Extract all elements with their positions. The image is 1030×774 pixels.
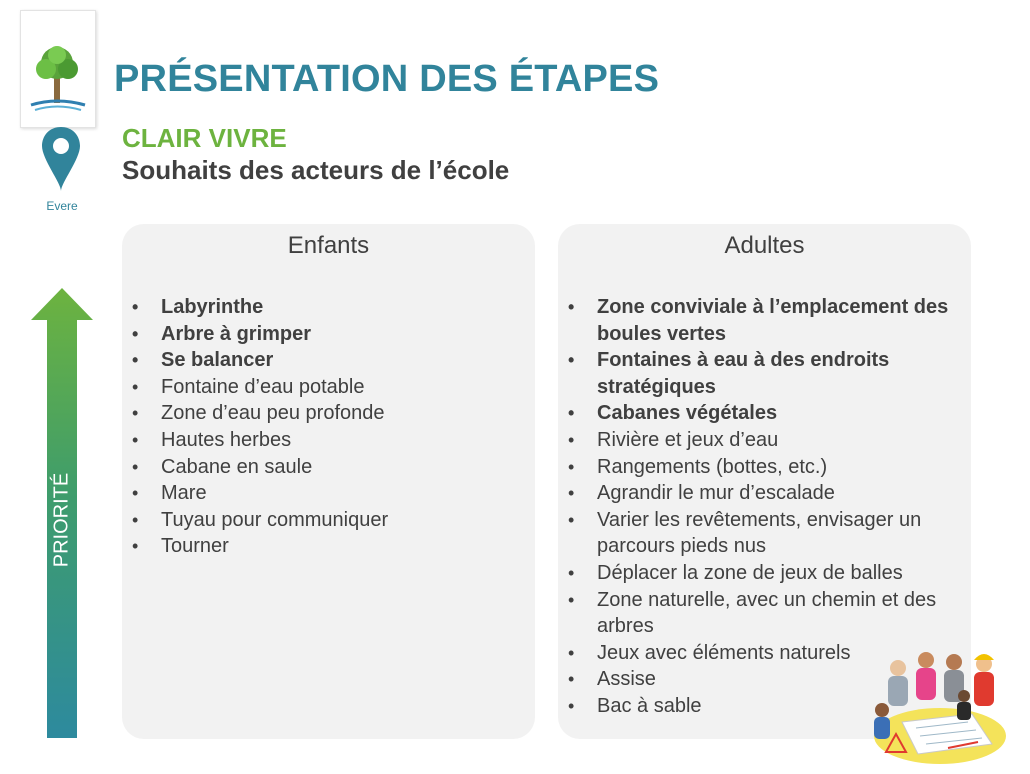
- list-item: • Jeux avec éléments naturels: [568, 640, 961, 667]
- list-item: • Fontaines à eau à des endroits stratégiques: [568, 347, 961, 400]
- list-item: • Tourner: [132, 533, 525, 560]
- list-item: • Zone d’eau peu profonde: [132, 400, 525, 427]
- list-item: • Cabanes végétales: [568, 400, 961, 427]
- list-item: • Rangements (bottes, etc.): [568, 454, 961, 481]
- list-item: • Hautes herbes: [132, 427, 525, 454]
- priority-label: PRIORITÉ: [50, 472, 73, 568]
- map-pin-icon: [40, 125, 82, 193]
- tree-logo-icon: [27, 41, 89, 117]
- list-item: • Bac à sable: [568, 693, 961, 720]
- list-item: • Assise: [568, 666, 961, 693]
- list-item: • Déplacer la zone de jeux de balles: [568, 560, 961, 587]
- panel-title-adults: Adultes: [724, 232, 805, 259]
- page-title: PRÉSENTATION DES ÉTAPES: [114, 58, 660, 100]
- list-item: • Labyrinthe: [132, 294, 525, 321]
- list-item: • Fontaine d’eau potable: [132, 374, 525, 401]
- children-wish-list: [122, 294, 535, 560]
- list-item: • Varier les revêtements, envisager un parcours pieds nus: [568, 507, 961, 560]
- children-panel: [122, 224, 535, 739]
- location-label: Evere: [46, 199, 78, 213]
- list-item: • Tuyau pour communiquer: [132, 507, 525, 534]
- list-item: • Se balancer: [132, 347, 525, 374]
- people-around-plan-illustration: [868, 650, 1008, 766]
- list-item: • Zone naturelle, avec un chemin et des arbres: [568, 587, 961, 640]
- logo: [20, 10, 96, 128]
- list-item: • Mare: [132, 480, 525, 507]
- section-subtitle: Souhaits des acteurs de l’école: [122, 155, 510, 185]
- section-title: CLAIR VIVRE: [122, 123, 287, 153]
- list-item: • Cabane en saule: [132, 454, 525, 481]
- list-item: • Agrandir le mur d’escalade: [568, 480, 961, 507]
- list-item: • Rivière et jeux d’eau: [568, 427, 961, 454]
- list-item: • Arbre à grimper: [132, 321, 525, 348]
- panel-title-children: Enfants: [287, 232, 370, 259]
- list-item: • Zone conviviale à l’emplacement des boules vertes: [568, 294, 961, 347]
